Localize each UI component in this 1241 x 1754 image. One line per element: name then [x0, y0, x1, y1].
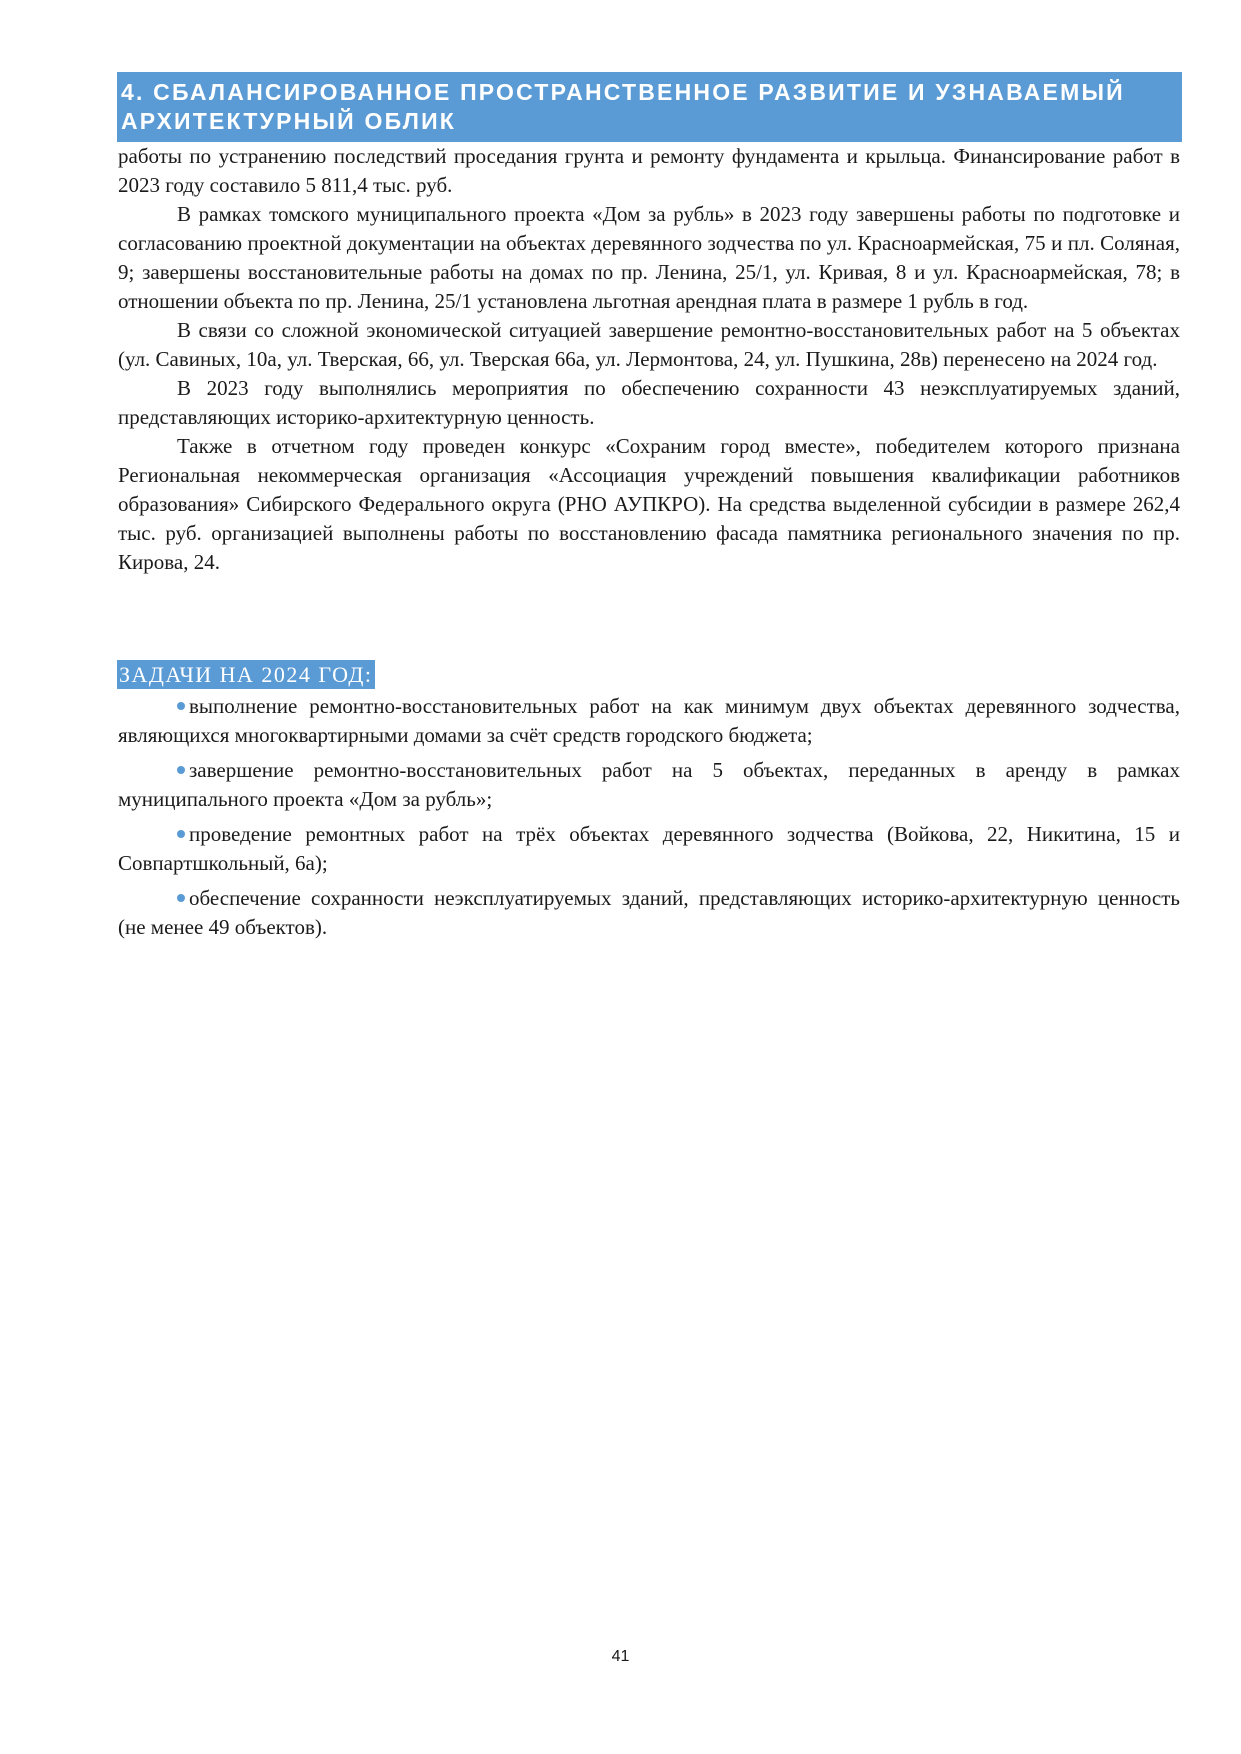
page-number: 41	[611, 1648, 630, 1665]
bullet-icon	[177, 766, 185, 774]
body-text	[118, 142, 1180, 577]
paragraph-continuation: работы по устранению последствий проседания грунта и ремонту фундамента и крыльца. Финансирование работ в 2023 году составило 5 811,4 тыс. руб.	[118, 144, 1180, 197]
task-item	[118, 692, 1180, 750]
task-item-text: проведение ремонтных работ на трёх объектах деревянного зодчества (Войкова, 22, Никитина, 15 и Совпартшкольный, 6а);	[118, 822, 1180, 875]
paragraph-dom-za-rubl: В рамках томского муниципального проекта «Дом за рубль» в 2023 году завершены работы по подготовке и согласованию проектной документации на объектах деревянного зодчества по ул. Красноармейская, 75 и пл. Соляная, 9; завершены восстановительные работы на домах по пр. Ленина, 25/1, ул. Кривая, 8 и ул. Красноармейская, 78; в отношении объекта по пр. Ленина, 25/1 установлена льготная арендная плата в размере 1 рубль в год.	[118, 202, 1180, 313]
task-item	[118, 756, 1180, 814]
section-title: 4. СБАЛАНСИРОВАННОЕ ПРОСТРАНСТВЕННОЕ РАЗВИТИЕ И УЗНАВАЕМЫЙ АРХИТЕКТУРНЫЙ ОБЛИК	[121, 79, 1125, 134]
task-item-text: обеспечение сохранности неэксплуатируемых зданий, представляющих историко-архитектурную ценность (не менее 49 объектов).	[118, 886, 1180, 939]
bullet-icon	[177, 830, 185, 838]
paragraph-postponed-works: В связи со сложной экономической ситуацией завершение ремонтно-восстановительных работ на 5 объектах (ул. Савиных, 10а, ул. Тверская, 66, ул. Тверская 66а, ул. Лермонтова, 24, ул. Пушкина, 28в) перенесено на 2024 год.	[118, 318, 1180, 371]
section-header	[117, 72, 1182, 142]
task-item	[118, 884, 1180, 942]
bullet-icon	[177, 702, 185, 710]
paragraph-preservation: В 2023 году выполнялись мероприятия по обеспечению сохранности 43 неэксплуатируемых зданий, представляющих историко-архитектурную ценность.	[118, 376, 1180, 429]
tasks-list	[118, 692, 1180, 942]
paragraph-contest: Также в отчетном году проведен конкурс «Сохраним город вместе», победителем которого признана Региональная некоммерческая организация «Ассоциация учреждений повышения квалификации работников образования» Сибирского Федерального округа (РНО АУПКРО). На средства выделенной субсидии в размере 262,4 тыс. руб. организацией выполнены работы по восстановлению фасада памятника регионального значения по пр. Кирова, 24.	[118, 434, 1180, 574]
task-item-text: завершение ремонтно-восстановительных работ на 5 объектах, переданных в аренду в рамках муниципального проекта «Дом за рубль»;	[118, 758, 1180, 811]
bullet-icon	[177, 894, 185, 902]
task-item-text: выполнение ремонтно-восстановительных работ на как минимум двух объектах деревянного зодчества, являющихся многоквартирными домами за счёт средств городского бюджета;	[118, 694, 1180, 747]
task-item	[118, 820, 1180, 878]
tasks-heading: ЗАДАЧИ НА 2024 ГОД:	[119, 662, 373, 687]
